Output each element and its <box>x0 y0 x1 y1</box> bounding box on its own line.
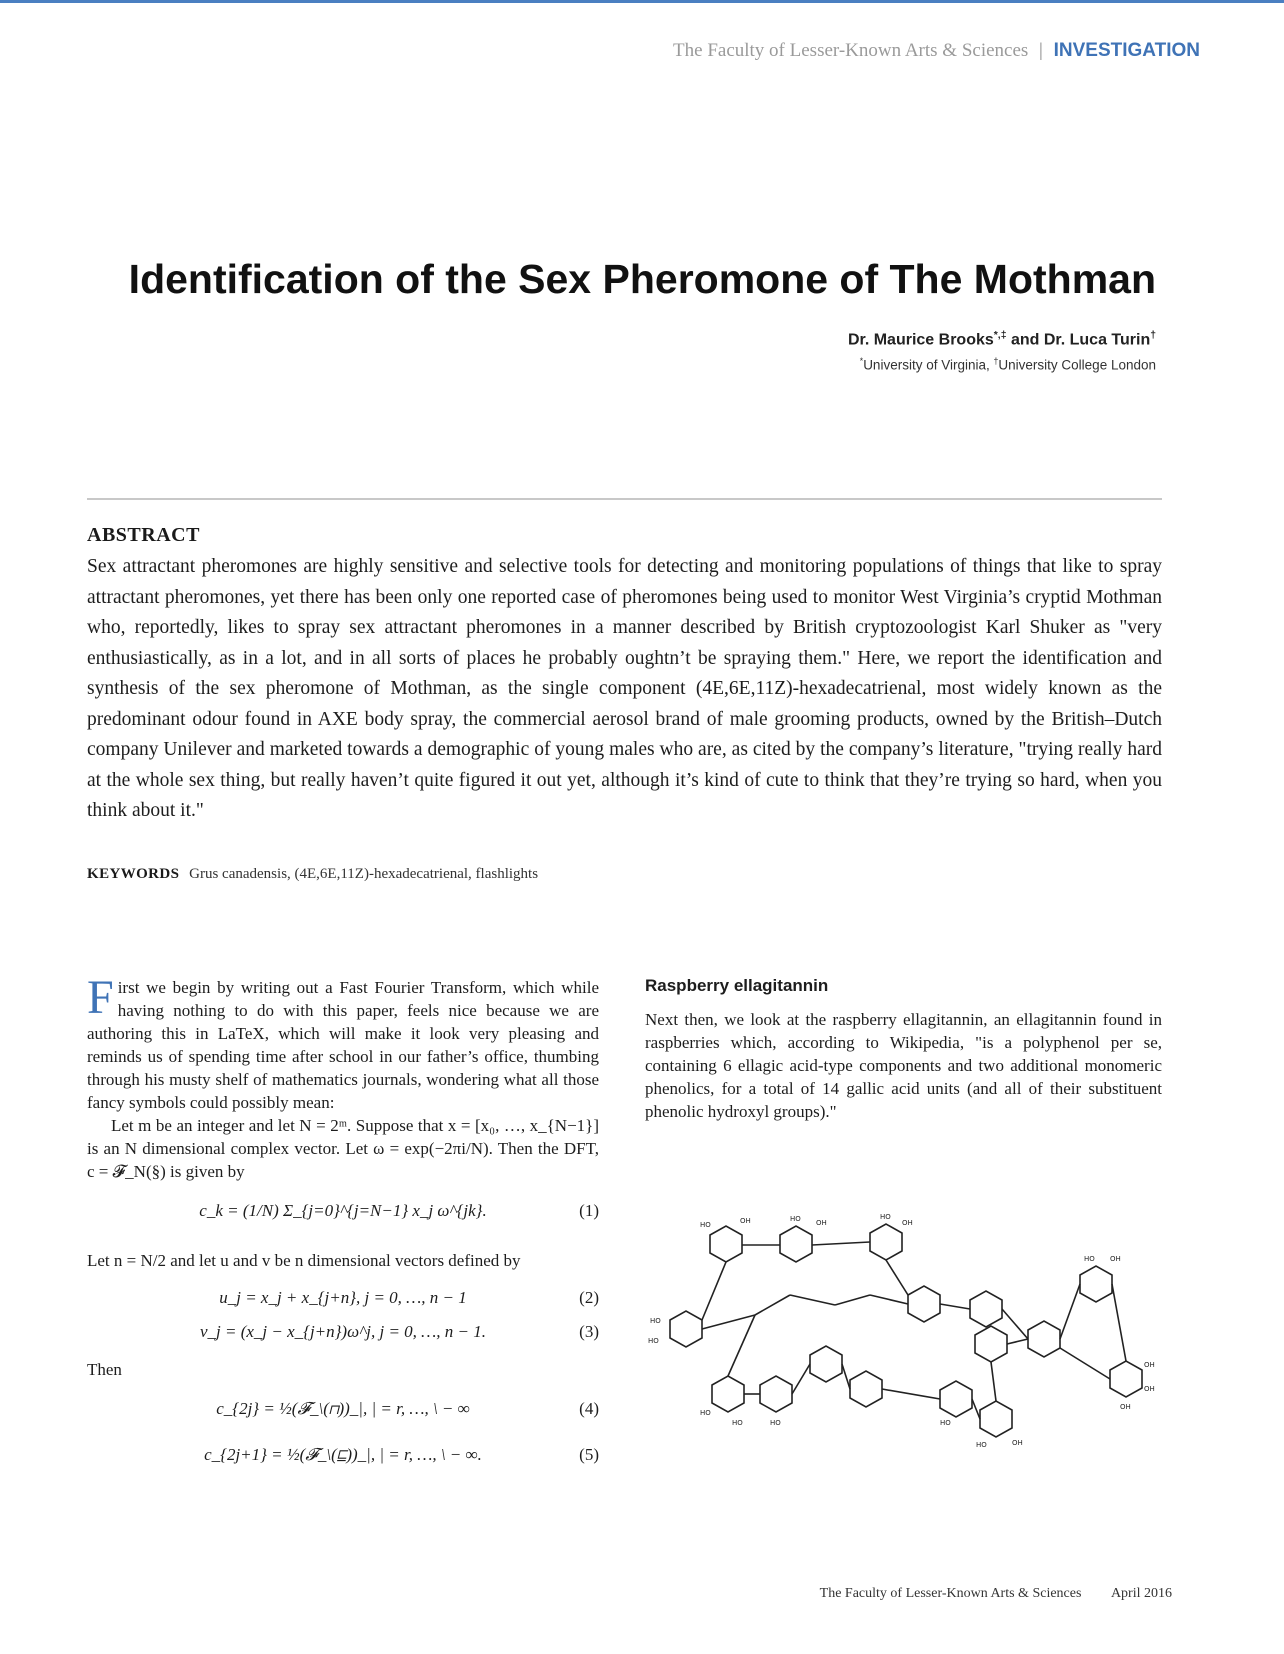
then-label: Then <box>87 1360 122 1379</box>
author-line <box>848 330 1156 349</box>
ring-10 <box>712 1376 744 1412</box>
left-column <box>87 971 599 1489</box>
paper-title: Identification of the Sex Pheromone of The Mothman <box>128 256 1156 302</box>
journal-name: The Faculty of Lesser-Known Arts & Sciences <box>673 40 1029 61</box>
svg-text:OH: OH <box>1144 1361 1155 1369</box>
abstract-heading: ABSTRACT <box>87 524 200 546</box>
footer-journal: The Faculty of Lesser-Known Arts & Sciences <box>819 1586 1082 1601</box>
abstract-text: Sex attractant pheromones are highly sensitive and selective tools for detecting and monitoring populations of things that like to spray attractant pheromones, yet there has been only one reported case of pheromones being used to monitor West Virginia’s cryptid Mothman who, reportedly, likes to spray sex attractant pheromones in a manner described by British cryptozoologist Karl Shuker as "very enthusiastically, as in a lot, and in all sorts of places he probably oughtn’t be spraying them." Here, we report the identification and synthesis of the sex pheromone of Mothman, as the single component (4E,6E,11Z)-hexadecatrienal, most widely known as the predominant odour found in AXE body spray, the commercial aerosol brand of male grooming products, owned by the British–Dutch company Unilever and marketed towards a demographic of young males who are, as cited by the company’s literature, "trying really hard at the whole sex thing, but really haven’t quite figured it out yet, although it’s kind of cute to think that they’re trying so hard, when you think about it." <box>87 556 1162 821</box>
raspberry-subheading: Raspberry ellagitannin <box>645 976 829 995</box>
ring-1 <box>670 1311 702 1347</box>
equation-3 <box>87 1320 599 1354</box>
equation-2-number: (2) <box>579 1288 599 1307</box>
equation-3-number: (3) <box>579 1322 599 1341</box>
svg-text:HO: HO <box>700 1409 711 1417</box>
raspberry-paragraph: Next then, we look at the raspberry ellagitannin, an ellagitannin found in raspberries which, according to Wikipedia, "is a polyphenol per se, containing 6 ellagic acid-type components and two additional monomeric phenolics, for a total of 14 gallic acid units (and all of their substituent phenolic hydroxyl groups)." <box>645 1010 1162 1121</box>
equation-4-number: (4) <box>579 1399 599 1418</box>
svg-text:OH: OH <box>1120 1403 1131 1411</box>
ring-5 <box>908 1286 940 1322</box>
footer-date: April 2016 <box>1110 1586 1172 1601</box>
drop-cap: F <box>87 971 114 1024</box>
svg-text:HO: HO <box>790 1215 801 1223</box>
svg-text:HO: HO <box>770 1419 781 1427</box>
svg-text:OH: OH <box>1144 1385 1155 1393</box>
equation-3-body: v_j = (x_j − x_{j+n})ω^j, j = 0, …, n − 1. <box>199 1322 487 1341</box>
keywords-text: Grus canadensis, (4E,6E,11Z)-hexadecatrienal, flashlights <box>189 866 539 882</box>
ring-8 <box>1080 1266 1112 1302</box>
equation-4-body: c_{2j} = ½(𝓕_\(⊓))_|, | = r, …, \ − ∞ <box>216 1399 470 1418</box>
page-footer <box>820 1586 1172 1602</box>
affil-1-mark: * <box>859 356 864 366</box>
ring-13 <box>850 1371 882 1407</box>
dft-paragraph: Let m be an integer and let N = 2ᵐ. Suppose that x = [x₀, …, x_{N−1}] is an N dimensional complex vector. Let ω = exp(−2πi/N). Then the DFT, c = 𝓕_N(§) is given by <box>87 1116 599 1181</box>
ring-9 <box>1110 1361 1142 1397</box>
abstract-divider <box>87 498 1162 500</box>
svg-text:HO: HO <box>648 1337 659 1345</box>
ring-14 <box>940 1381 972 1417</box>
svg-text:HO: HO <box>1084 1255 1095 1263</box>
intro-paragraph <box>87 971 599 1114</box>
author-2: and Dr. Luca Turin <box>1010 331 1151 349</box>
svg-text:OH: OH <box>1012 1439 1023 1447</box>
svg-text:HO: HO <box>732 1419 743 1427</box>
svg-text:OH: OH <box>816 1219 827 1227</box>
ring-4 <box>870 1224 902 1260</box>
equation-5-number: (5) <box>579 1445 599 1464</box>
svg-text:HO: HO <box>700 1221 711 1229</box>
ring-7 <box>1028 1321 1060 1357</box>
uv-paragraph: Let n = N/2 and let u and v be n dimensional vectors defined by <box>87 1251 521 1270</box>
ring-15 <box>980 1401 1012 1437</box>
equation-5-body: c_{2j+1} = ½(𝓕_\(⊑))_|, | = r, …, \ − ∞. <box>204 1445 482 1464</box>
equation-1-body: c_k = (1/N) Σ_{j=0}^{j=N−1} x_j ω^{jk}. <box>199 1201 487 1220</box>
affil-2-mark: † <box>993 356 999 366</box>
ring-11 <box>760 1376 792 1412</box>
equation-1-number: (1) <box>579 1201 599 1220</box>
svg-text:OH: OH <box>740 1217 751 1225</box>
ring-2 <box>710 1226 742 1262</box>
svg-text:HO: HO <box>880 1213 891 1221</box>
keywords-label: KEYWORDS <box>87 866 180 882</box>
equation-1 <box>87 1199 599 1233</box>
equation-5 <box>87 1443 599 1489</box>
section-label: INVESTIGATION <box>1053 40 1200 61</box>
svg-text:HO: HO <box>650 1317 661 1325</box>
ring-16 <box>975 1326 1007 1362</box>
ring-6 <box>970 1291 1002 1327</box>
ellagitannin-structure-figure <box>640 1195 1170 1475</box>
author-2-marks: † <box>1150 330 1156 341</box>
connecting-bonds <box>702 1242 1126 1419</box>
svg-text:OH: OH <box>902 1219 913 1227</box>
keywords <box>87 866 538 883</box>
affil-1: University of Virginia, <box>863 357 990 373</box>
running-head <box>673 40 1200 62</box>
affil-2: University College London <box>998 357 1156 373</box>
ring-12 <box>810 1346 842 1382</box>
equation-2 <box>87 1286 599 1320</box>
svg-text:HO: HO <box>976 1441 987 1449</box>
ring-3 <box>780 1226 812 1262</box>
top-accent-line <box>0 0 1284 3</box>
author-1: Dr. Maurice Brooks <box>847 331 994 349</box>
right-column <box>645 976 1162 1123</box>
intro-text: irst we begin by writing out a Fast Fourier Transform, which while having nothing to do with this paper, feels nice because we are authoring this in LaTeX, which will make it look very pleasing and reminds us of spending time after school in our father’s office, thumbing through his musty shelf of mathematics journals, wondering what all those fancy symbols could possibly mean: <box>87 978 599 1112</box>
svg-text:OH: OH <box>1110 1255 1121 1263</box>
equation-2-body: u_j = x_j + x_{j+n}, j = 0, …, n − 1 <box>219 1288 467 1307</box>
header-separator: | <box>1039 40 1043 61</box>
author-1-marks: *,‡ <box>993 330 1007 341</box>
affiliations <box>860 356 1156 373</box>
equation-4 <box>87 1397 599 1443</box>
svg-text:HO: HO <box>940 1419 951 1427</box>
